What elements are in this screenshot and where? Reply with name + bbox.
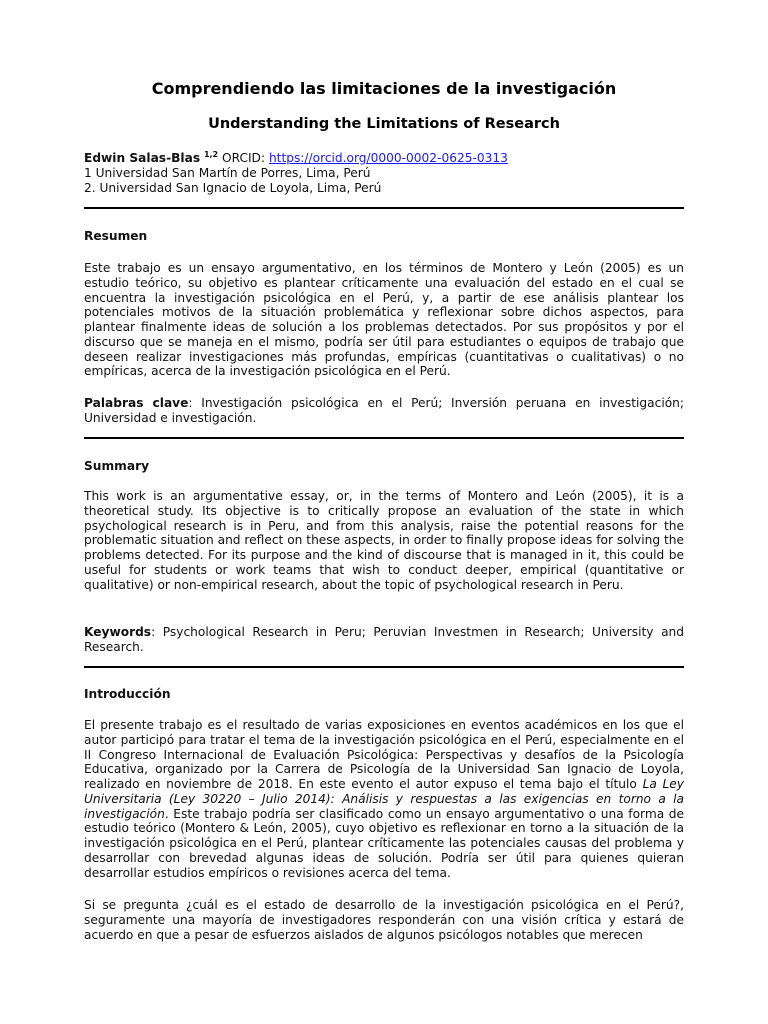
resumen-keywords bbox=[84, 396, 684, 426]
keywords-label: Keywords bbox=[84, 625, 152, 639]
summary-heading: Summary bbox=[84, 459, 150, 473]
orcid-link[interactable]: https://orcid.org/0000-0002-0625-0313 bbox=[268, 151, 508, 165]
intro-paragraph-1 bbox=[84, 718, 684, 880]
resumen-body: Este trabajo es un ensayo argumentativo, en los términos de Montero y León (2005) es un estudio teórico, su objetivo es plantear críticamente una evaluación del estado en el cual se encuentra la investigación psicológica en el Perú, y, a partir de ese análisis plantear los potenciales motivos de la situación problemática y reflexionar sobre dichos aspectos, para plantear finalmente ideas de solución a los problemas detectados. Por sus propósitos y por el discurso que se maneja en el mismo, podría ser útil para estudiantes o equipos de trabajo que deseen realizar investigaciones más profundas, empíricas (cuantitativas o cualitativas) o no empíricas, acerca de la investigación psicológica en el Perú. bbox=[84, 261, 684, 379]
affiliation-marks: 1,2 bbox=[203, 150, 219, 159]
intro-p1-part-b: . Este trabajo podría ser clasificado como un ensayo argumentativo o una forma de estudio teórico (Montero & León, 2005), cuyo objetivo es reflexionar en torno a la situación de la investigación psicológica en el Perú, plantear críticamente las potenciales causas del problema y desarrollar con brevedad algunas ideas de solución. Podría ser útil para quienes quieran desarrollar estudios empíricos o revisiones acerca del tema. bbox=[84, 806, 684, 880]
intro-paragraph-2: Si se pregunta ¿cuál es el estado de desarrollo de la investigación psicológica en el Perú?, seguramente una mayoría de investigadores responderán con una visión crítica y estará de acuerdo en que a pesar de esfuerzos aislados de algunos psicólogos notables que merecen bbox=[84, 898, 684, 942]
orcid-label: ORCID: bbox=[222, 151, 266, 165]
affiliation-2: 2. Universidad San Ignacio de Loyola, Lima, Perú bbox=[84, 181, 382, 195]
divider bbox=[84, 666, 684, 668]
author-name: Edwin Salas-Blas bbox=[84, 151, 201, 165]
divider bbox=[84, 437, 684, 439]
title-english: Understanding the Limitations of Research bbox=[208, 116, 560, 132]
keywords-text: : Psychological Research in Peru; Peruvian Investmen in Research; University and Research. bbox=[84, 625, 684, 654]
summary-body: This work is an argumentative essay, or, in the terms of Montero and León (2005), it is a theoretical study. Its objective is to critically propose an evaluation of the state in which psychological research is in Peru, and from this analysis, raise the potential reasons for the problematic situation and reflect on these aspects, in order to finally propose ideas for solving the problems detected. For its purpose and the kind of discourse that is managed in it, this could be useful for students or work teams that wish to conduct deeper, empirical (quantitative or qualitative) or non-empirical research, about the topic of psychological research in Peru. bbox=[84, 489, 684, 592]
divider bbox=[84, 207, 684, 209]
author-line bbox=[84, 151, 684, 166]
author-block bbox=[84, 151, 684, 196]
lecture-title: La Ley Universitaria (Ley 30220 – Julio 2014): Análisis y respuestas a las exigencias en torno a la investigación bbox=[84, 777, 684, 821]
keywords-label: Palabras clave bbox=[84, 396, 189, 410]
intro-heading: Introducción bbox=[84, 687, 171, 701]
keywords-text: : Investigación psicológica en el Perú; Inversión peruana en investigación; Universidad e investigación. bbox=[84, 396, 684, 425]
summary-keywords bbox=[84, 625, 684, 655]
title-spanish: Comprendiendo las limitaciones de la investigación bbox=[151, 79, 617, 98]
resumen-heading: Resumen bbox=[84, 229, 148, 243]
affiliation-1: 1 Universidad San Martín de Porres, Lima, Perú bbox=[84, 166, 371, 180]
intro-p1-part-a: El presente trabajo es el resultado de varias exposiciones en eventos académicos en los que el autor participó para tratar el tema de la investigación psicológica en el Perú, especialmente en el II Congreso Internacional de Evaluación Psicológica: Perspectivas y desafíos de la Psicología Educativa, organizado por la Carrera de Psicología de la Universidad San Ignacio de Loyola, realizado en noviembre de 2018. En este evento el autor expuso el tema bajo el título bbox=[84, 718, 684, 791]
